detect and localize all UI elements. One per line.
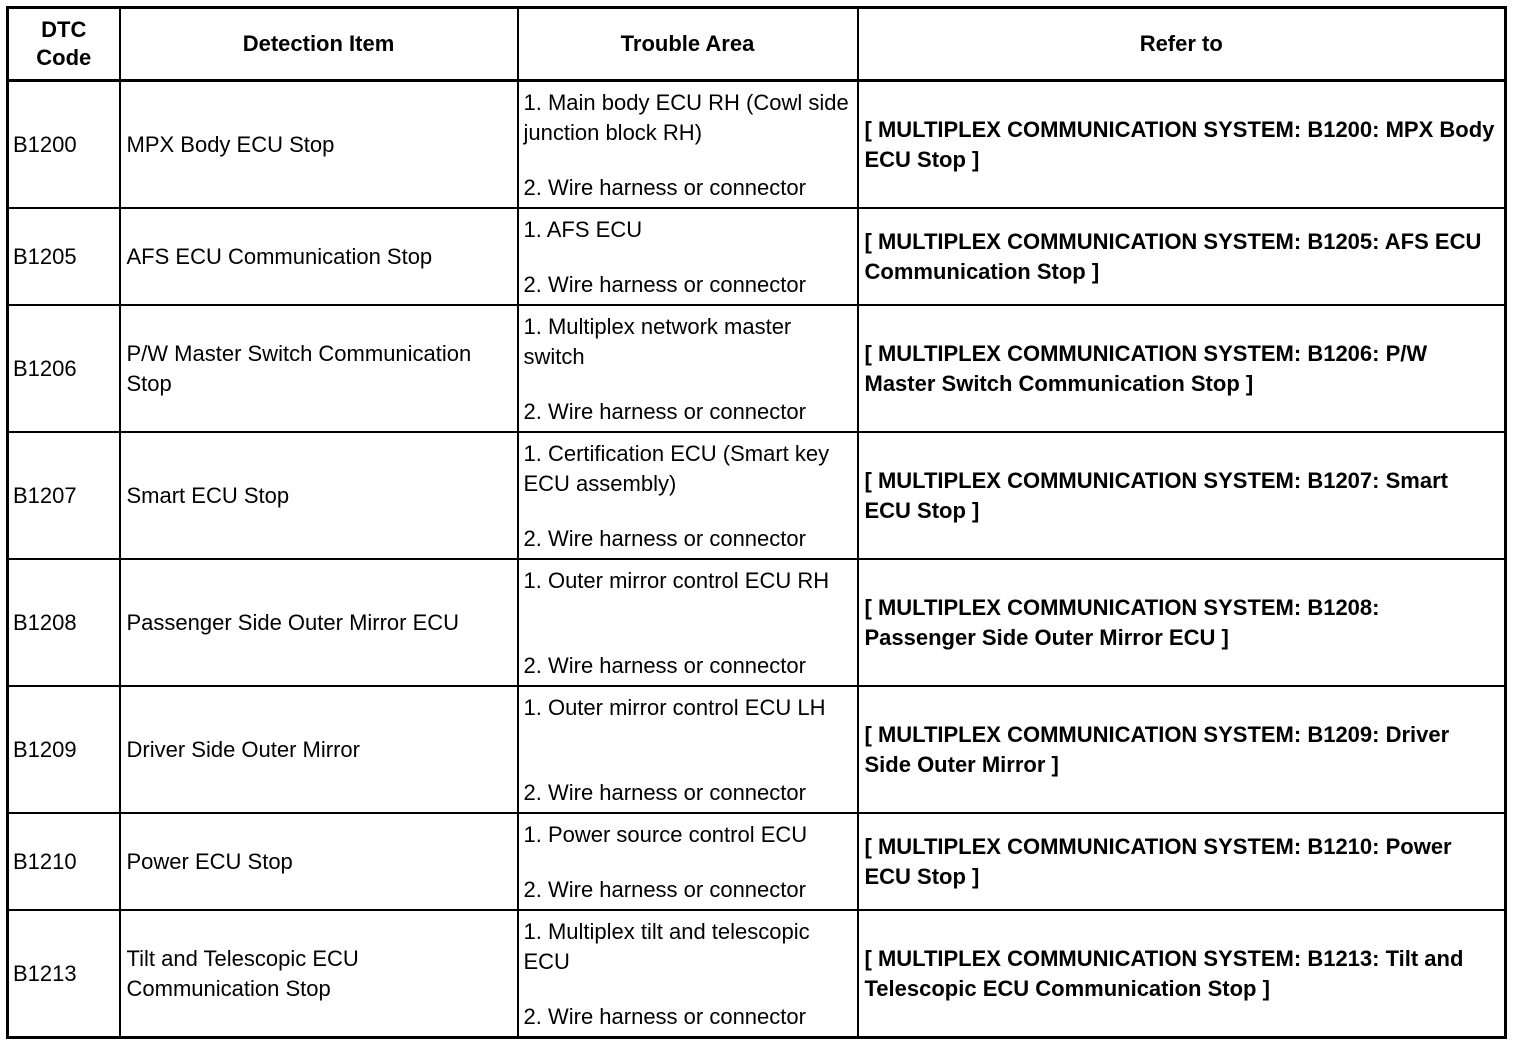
refer-to-link[interactable]: [ MULTIPLEX COMMUNICATION SYSTEM: B1209: Driver Side Outer Mirror ]	[858, 686, 1506, 813]
trouble-area-cell	[518, 686, 858, 813]
table-row	[8, 686, 1506, 813]
trouble-area-primary: 1. Power source control ECU	[523, 822, 808, 847]
trouble-area-primary: 1. Multiplex network master switch	[523, 314, 792, 369]
refer-to-link[interactable]: [ MULTIPLEX COMMUNICATION SYSTEM: B1213: Tilt and Telescopic ECU Communication Stop ]	[858, 910, 1506, 1038]
header-row	[8, 8, 1506, 81]
header-dtc-code	[8, 8, 120, 81]
trouble-area-wiring: 2. Wire harness or connector	[523, 399, 806, 424]
dtc-code-cell: B1210	[8, 813, 120, 910]
detection-item-cell: P/W Master Switch Communication Stop	[120, 305, 518, 432]
trouble-area-cell	[518, 208, 858, 305]
table-header	[8, 8, 1506, 81]
trouble-area-wiring: 2. Wire harness or connector	[523, 526, 806, 551]
trouble-area-primary: 1. Certification ECU (Smart key ECU assembly)	[523, 441, 830, 496]
header-refer-to: Refer to	[858, 8, 1506, 81]
dtc-code-cell: B1205	[8, 208, 120, 305]
detection-item-cell: AFS ECU Communication Stop	[120, 208, 518, 305]
table-body	[8, 81, 1506, 1038]
header-dtc-code-line1: DTC	[41, 17, 87, 42]
detection-item-cell: MPX Body ECU Stop	[120, 81, 518, 209]
refer-to-link[interactable]: [ MULTIPLEX COMMUNICATION SYSTEM: B1207: Smart ECU Stop ]	[858, 432, 1506, 559]
trouble-area-cell	[518, 81, 858, 209]
table-row	[8, 432, 1506, 559]
detection-item-cell: Smart ECU Stop	[120, 432, 518, 559]
dtc-table	[6, 6, 1507, 1039]
trouble-area-primary: 1. Multiplex tilt and telescopic ECU	[523, 919, 810, 974]
trouble-area-wiring: 2. Wire harness or connector	[523, 877, 806, 902]
dtc-code-cell: B1213	[8, 910, 120, 1038]
trouble-area-primary: 1. Main body ECU RH (Cowl side junction block RH)	[523, 90, 849, 145]
trouble-area-wiring: 2. Wire harness or connector	[523, 1004, 806, 1029]
detection-item-cell: Passenger Side Outer Mirror ECU	[120, 559, 518, 686]
header-trouble-area: Trouble Area	[518, 8, 858, 81]
trouble-area-cell	[518, 305, 858, 432]
detection-item-cell: Driver Side Outer Mirror	[120, 686, 518, 813]
trouble-area-primary: 1. Outer mirror control ECU LH	[523, 695, 826, 720]
refer-to-link[interactable]: [ MULTIPLEX COMMUNICATION SYSTEM: B1200: MPX Body ECU Stop ]	[858, 81, 1506, 209]
table-row	[8, 81, 1506, 209]
dtc-code-cell: B1207	[8, 432, 120, 559]
table-row	[8, 305, 1506, 432]
trouble-area-cell	[518, 910, 858, 1038]
detection-item-cell: Tilt and Telescopic ECU Communication Stop	[120, 910, 518, 1038]
header-dtc-code-line2: Code	[36, 45, 92, 70]
refer-to-link[interactable]: [ MULTIPLEX COMMUNICATION SYSTEM: B1205: AFS ECU Communication Stop ]	[858, 208, 1506, 305]
table-row	[8, 813, 1506, 910]
dtc-code-cell: B1209	[8, 686, 120, 813]
trouble-area-wiring: 2. Wire harness or connector	[523, 653, 806, 678]
dtc-code-cell: B1206	[8, 305, 120, 432]
trouble-area-wiring: 2. Wire harness or connector	[523, 175, 806, 200]
trouble-area-wiring: 2. Wire harness or connector	[523, 780, 806, 805]
refer-to-link[interactable]: [ MULTIPLEX COMMUNICATION SYSTEM: B1210: Power ECU Stop ]	[858, 813, 1506, 910]
trouble-area-cell	[518, 559, 858, 686]
table-row	[8, 559, 1506, 686]
trouble-area-primary: 1. Outer mirror control ECU RH	[523, 568, 830, 593]
dtc-code-cell: B1208	[8, 559, 120, 686]
table-row	[8, 208, 1506, 305]
trouble-area-wiring: 2. Wire harness or connector	[523, 272, 806, 297]
header-detection-item: Detection Item	[120, 8, 518, 81]
trouble-area-primary: 1. AFS ECU	[523, 217, 643, 242]
trouble-area-cell	[518, 813, 858, 910]
trouble-area-cell	[518, 432, 858, 559]
refer-to-link[interactable]: [ MULTIPLEX COMMUNICATION SYSTEM: B1208: Passenger Side Outer Mirror ECU ]	[858, 559, 1506, 686]
table-row	[8, 910, 1506, 1038]
detection-item-cell: Power ECU Stop	[120, 813, 518, 910]
refer-to-link[interactable]: [ MULTIPLEX COMMUNICATION SYSTEM: B1206: P/W Master Switch Communication Stop ]	[858, 305, 1506, 432]
dtc-code-cell: B1200	[8, 81, 120, 209]
